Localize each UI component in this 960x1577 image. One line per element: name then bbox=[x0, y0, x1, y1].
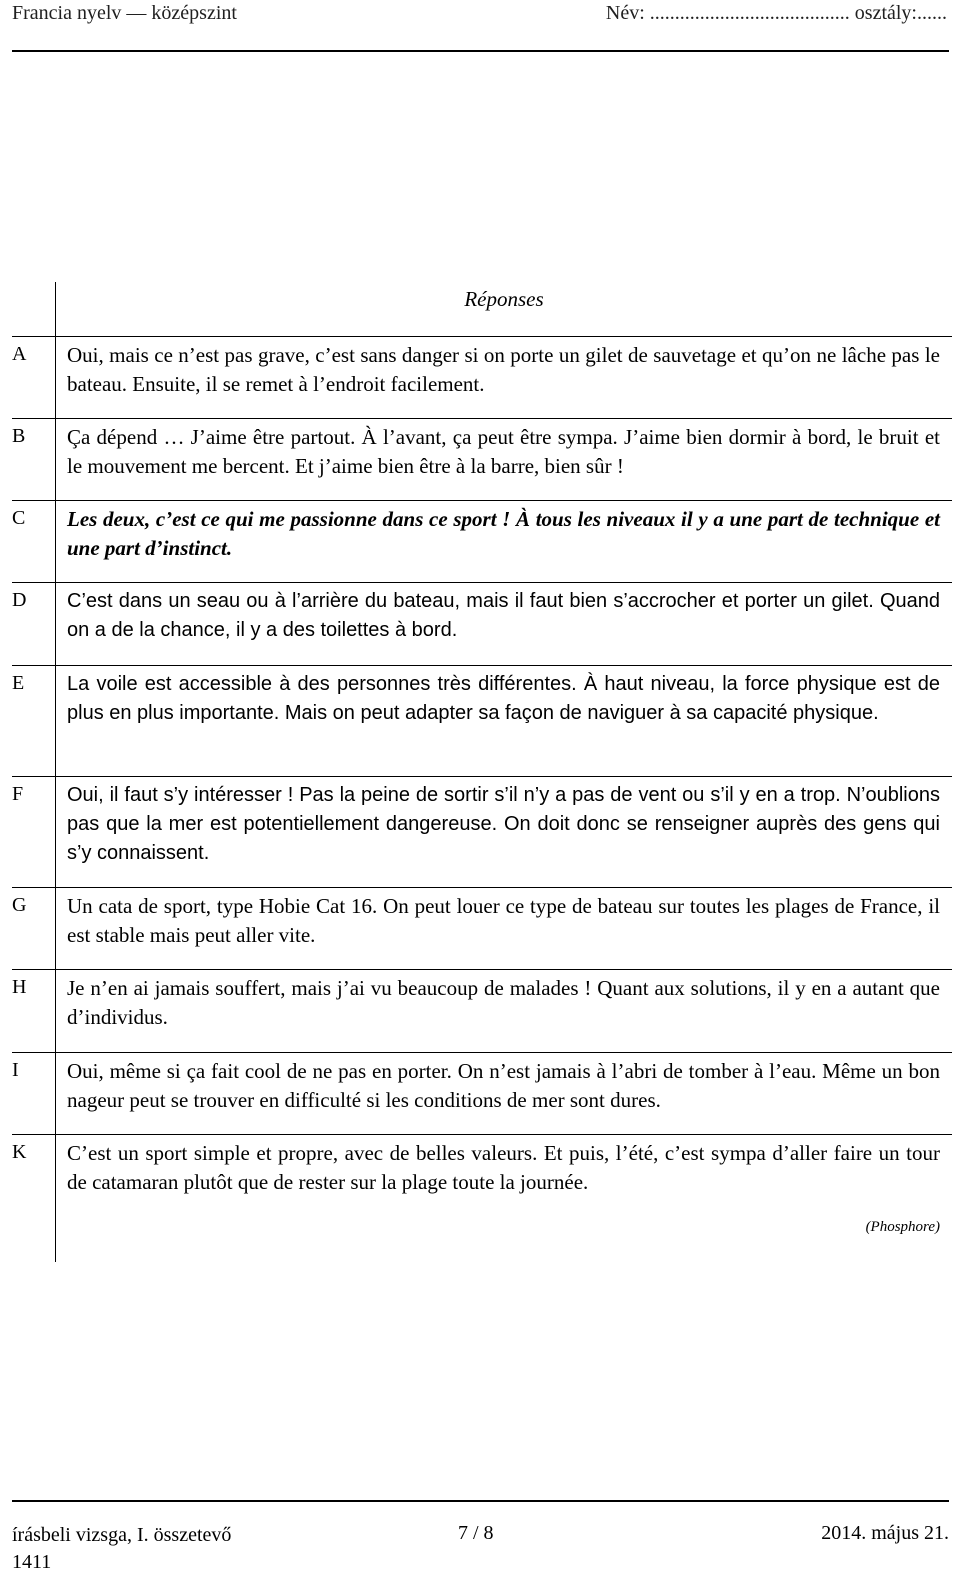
row-letter: K bbox=[12, 1141, 27, 1163]
row-letter: C bbox=[12, 507, 26, 529]
response-row-i bbox=[12, 1052, 952, 1135]
responses-title: Réponses bbox=[464, 287, 544, 311]
row-letter: I bbox=[12, 1059, 19, 1081]
response-row-e bbox=[12, 665, 952, 777]
row-letter: F bbox=[12, 783, 24, 805]
response-row-k bbox=[12, 1134, 952, 1263]
row-letter: D bbox=[12, 589, 27, 611]
footer-date: 2014. május 21. bbox=[821, 1522, 949, 1544]
page-footer bbox=[12, 1500, 949, 1572]
response-row-f bbox=[12, 776, 952, 888]
response-row-b bbox=[12, 418, 952, 501]
row-text: Je n’en ai jamais souffert, mais j’ai vu beaucoup de malades ! Quant aux solutions, il y en a autant que d’individus. bbox=[67, 976, 940, 1029]
source-credit: (Phosphore) bbox=[865, 1219, 940, 1235]
page-number: 7 / 8 bbox=[458, 1522, 494, 1544]
response-row-g bbox=[12, 887, 952, 970]
header-name-class: Név: ........................................ osztály:...... bbox=[605, 2, 947, 24]
row-text: Un cata de sport, type Hobie Cat 16. On peut louer ce type de bateau sur toutes les plages de France, il est stable mais peut aller vite. bbox=[67, 894, 940, 947]
row-text: Ça dépend … J’aime être partout. À l’avant, ça peut être sympa. J’aime bien dormir à bord, le bruit et le mouvement me bercent. Et j’aime bien être à la barre, bien sûr ! bbox=[67, 425, 940, 478]
row-text: Oui, il faut s’y intéresser ! Pas la peine de sortir s’il n’y a pas de vent ou s’il y en a trop. N’oublions pas que la mer est potentiellement dangereuse. On doit donc se renseigner auprès des gens qui s’y connaissent. bbox=[67, 784, 940, 864]
row-letter: H bbox=[12, 976, 27, 998]
row-text: Oui, mais ce n’est pas grave, c’est sans danger si on porte un gilet de sauvetage et qu’on ne lâche pas le bateau. Ensuite, il se remet à l’endroit facilement. bbox=[67, 343, 940, 396]
header-subject: Francia nyelv — középszint bbox=[12, 2, 237, 24]
response-row-a bbox=[12, 336, 952, 419]
row-letter: G bbox=[12, 894, 27, 916]
response-row-c bbox=[12, 500, 952, 583]
row-text: Les deux, c’est ce qui me passionne dans ce sport ! À tous les niveaux il y a une part de technique et une part d’instinct. bbox=[67, 507, 940, 560]
response-row-d bbox=[12, 582, 952, 665]
row-letter: E bbox=[12, 672, 25, 694]
row-text: C’est un sport simple et propre, avec de belles valeurs. Et puis, l’été, c’est sympa d’aller faire un tour de catamaran plutôt que de rester sur la plage toute la journée. bbox=[67, 1141, 940, 1194]
footer-exam-info bbox=[12, 1522, 231, 1576]
row-text: La voile est accessible à des personnes très différentes. À haut niveau, la force physique est de plus en plus importante. Mais on peut adapter sa façon de naviguer à sa capacité physique. bbox=[67, 673, 940, 724]
row-letter: A bbox=[12, 343, 27, 365]
response-row-h bbox=[12, 969, 952, 1053]
footer-exam-title: írásbeli vizsga, I. összetevő bbox=[12, 1524, 232, 1546]
footer-exam-code: 1411 bbox=[12, 1551, 52, 1573]
row-text: Oui, même si ça fait cool de ne pas en porter. On n’est jamais à l’abri de tomber à l’eau. Même un bon nageur peut se trouver en difficulté si les conditions de mer sont dures. bbox=[67, 1059, 940, 1112]
row-letter: B bbox=[12, 425, 26, 447]
page-header bbox=[12, 0, 949, 52]
row-text: C’est dans un seau ou à l’arrière du bateau, mais il faut bien s’accrocher et porter un gilet. Quand on a de la chance, il y a des toilettes à bord. bbox=[67, 590, 940, 641]
